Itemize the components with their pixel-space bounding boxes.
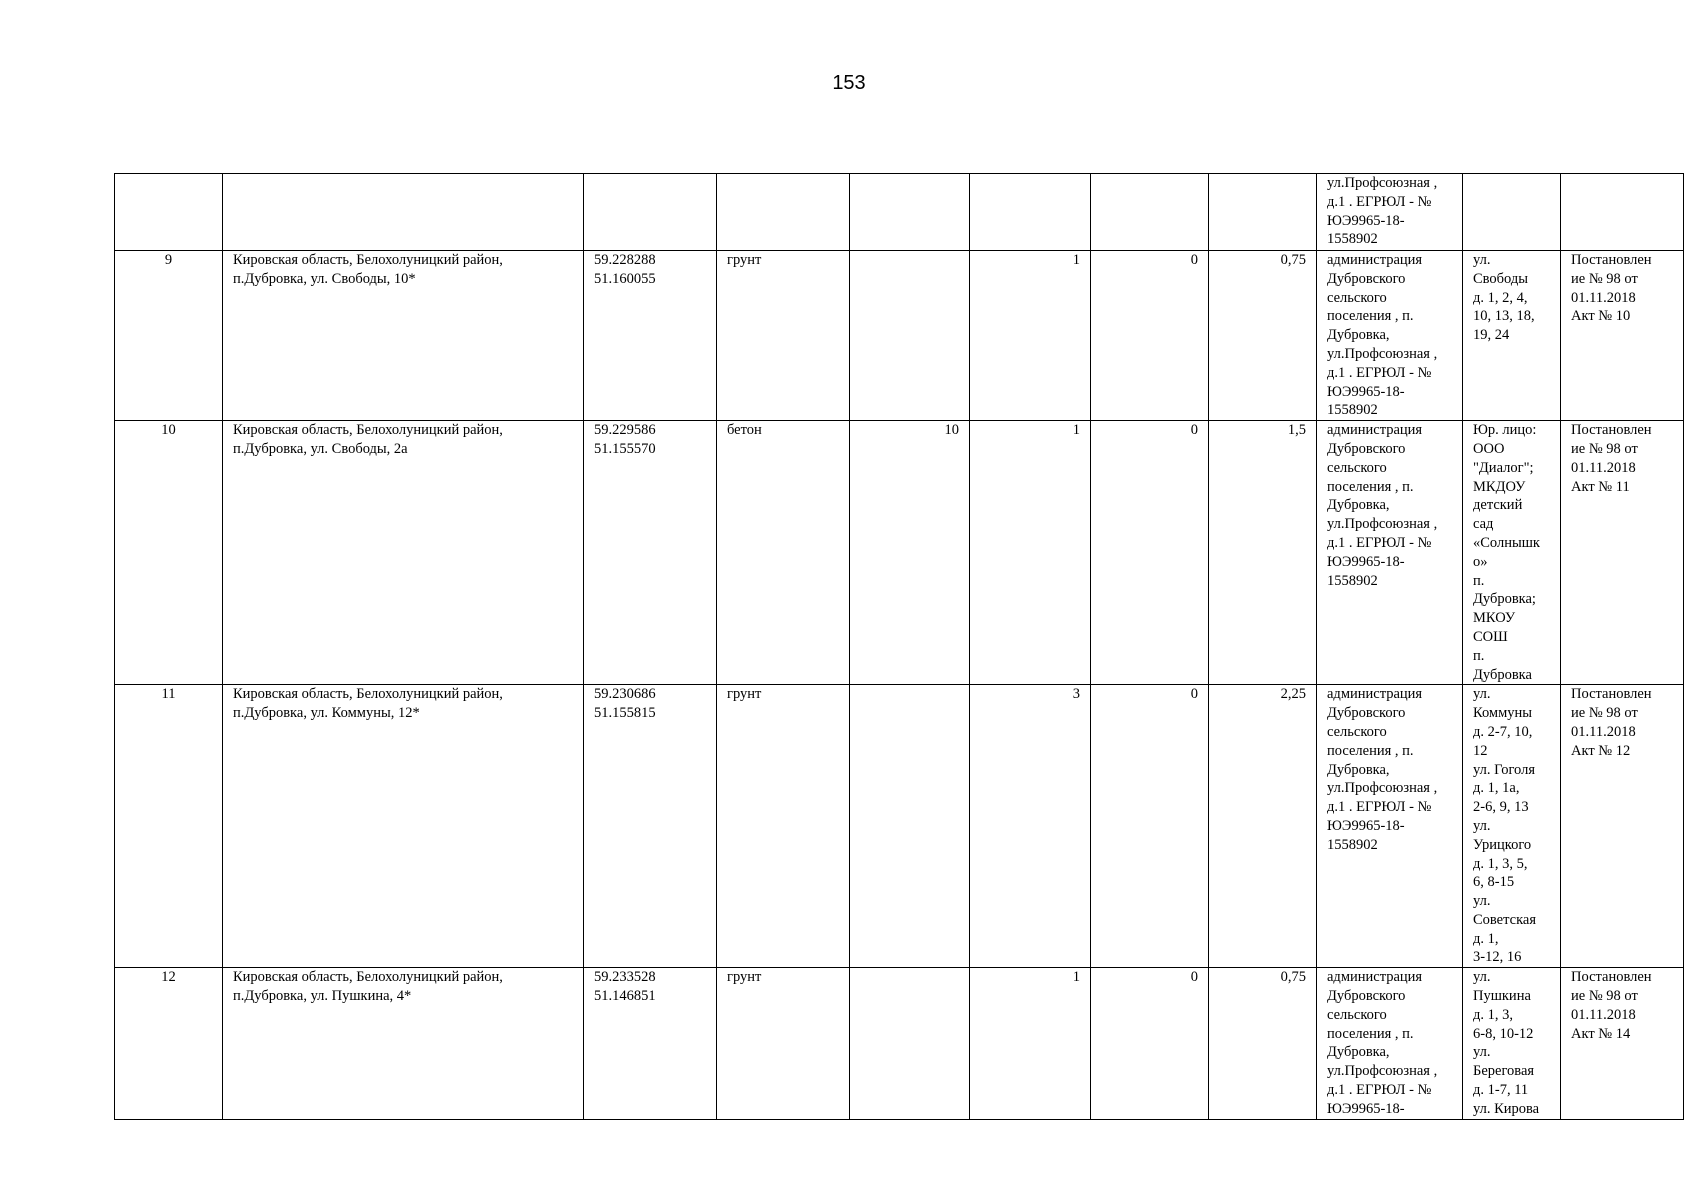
row-number-cell: [115, 174, 223, 251]
table-row: [115, 421, 1684, 685]
address-cell: Кировская область, Белохолуницкий район, п.Дубровка, ул. Свободы, 10*: [223, 251, 584, 421]
area-cell: [850, 251, 970, 421]
basis-cell: Постановлен ие № 98 от 01.11.2018 Акт № 11: [1561, 421, 1684, 685]
volume-cell: [1209, 174, 1317, 251]
containers-count-cell: [970, 174, 1091, 251]
row-number-cell: 11: [115, 685, 223, 968]
area-cell: [850, 968, 970, 1119]
area-cell: [850, 685, 970, 968]
containers-count-cell: 1: [970, 421, 1091, 685]
containers-count-cell: 1: [970, 968, 1091, 1119]
bunkers-count-cell: 0: [1091, 251, 1209, 421]
address-cell: Кировская область, Белохолуницкий район, п.Дубровка, ул. Пушкина, 4*: [223, 968, 584, 1119]
table-row: [115, 968, 1684, 1119]
page-number: 153: [832, 72, 866, 94]
address-cell: Кировская область, Белохолуницкий район, п.Дубровка, ул. Коммуны, 12*: [223, 685, 584, 968]
containers-count-cell: 3: [970, 685, 1091, 968]
bunkers-count-cell: 0: [1091, 421, 1209, 685]
basis-cell: Постановлен ие № 98 от 01.11.2018 Акт № 12: [1561, 685, 1684, 968]
coordinates-cell: 59.228288 51.160055: [584, 251, 717, 421]
coordinates-cell: [584, 174, 717, 251]
row-number-cell: 10: [115, 421, 223, 685]
coordinates-cell: 59.229586 51.155570: [584, 421, 717, 685]
surface-cell: грунт: [717, 685, 850, 968]
area-cell: 10: [850, 421, 970, 685]
bunkers-count-cell: 0: [1091, 968, 1209, 1119]
table-row: [115, 251, 1684, 421]
address-cell: [223, 174, 584, 251]
surface-cell: бетон: [717, 421, 850, 685]
served-objects-cell: ул. Свободы д. 1, 2, 4, 10, 13, 18, 19, 24: [1463, 251, 1561, 421]
volume-cell: 0,75: [1209, 251, 1317, 421]
basis-cell: [1561, 174, 1684, 251]
table-row: [115, 174, 1684, 251]
owner-cell: администрация Дубровского сельского поселения , п. Дубровка, ул.Профсоюзная , д.1 . ЕГРЮЛ - № ЮЭ9965-18- 1558902: [1317, 421, 1463, 685]
surface-cell: грунт: [717, 968, 850, 1119]
volume-cell: 0,75: [1209, 968, 1317, 1119]
coordinates-cell: 59.233528 51.146851: [584, 968, 717, 1119]
owner-cell: администрация Дубровского сельского поселения , п. Дубровка, ул.Профсоюзная , д.1 . ЕГРЮЛ - № ЮЭ9965-18-: [1317, 968, 1463, 1119]
bunkers-count-cell: 0: [1091, 685, 1209, 968]
owner-cell: администрация Дубровского сельского поселения , п. Дубровка, ул.Профсоюзная , д.1 . ЕГРЮЛ - № ЮЭ9965-18- 1558902: [1317, 251, 1463, 421]
served-objects-cell: Юр. лицо: ООО "Диалог"; МКДОУ детский сад «Солнышк о» п. Дубровка; МКОУ СОШ п. Дубровка: [1463, 421, 1561, 685]
volume-cell: 2,25: [1209, 685, 1317, 968]
basis-cell: Постановлен ие № 98 от 01.11.2018 Акт № 14: [1561, 968, 1684, 1119]
area-cell: [850, 174, 970, 251]
owner-cell: ул.Профсоюзная , д.1 . ЕГРЮЛ - № ЮЭ9965-18- 1558902: [1317, 174, 1463, 251]
surface-cell: [717, 174, 850, 251]
served-objects-cell: ул. Коммуны д. 2-7, 10, 12 ул. Гоголя д. 1, 1а, 2-6, 9, 13 ул. Урицкого д. 1, 3, 5, 6, 8-15 ул. Советская д. 1, 3-12, 16: [1463, 685, 1561, 968]
containers-count-cell: 1: [970, 251, 1091, 421]
owner-cell: администрация Дубровского сельского поселения , п. Дубровка, ул.Профсоюзная , д.1 . ЕГРЮЛ - № ЮЭ9965-18- 1558902: [1317, 685, 1463, 968]
address-cell: Кировская область, Белохолуницкий район, п.Дубровка, ул. Свободы, 2а: [223, 421, 584, 685]
served-objects-cell: ул. Пушкина д. 1, 3, 6-8, 10-12 ул. Береговая д. 1-7, 11 ул. Кирова: [1463, 968, 1561, 1119]
volume-cell: 1,5: [1209, 421, 1317, 685]
table-row: [115, 685, 1684, 968]
bunkers-count-cell: [1091, 174, 1209, 251]
register-table: [114, 173, 1684, 1120]
row-number-cell: 12: [115, 968, 223, 1119]
row-number-cell: 9: [115, 251, 223, 421]
surface-cell: грунт: [717, 251, 850, 421]
served-objects-cell: [1463, 174, 1561, 251]
basis-cell: Постановлен ие № 98 от 01.11.2018 Акт № 10: [1561, 251, 1684, 421]
coordinates-cell: 59.230686 51.155815: [584, 685, 717, 968]
